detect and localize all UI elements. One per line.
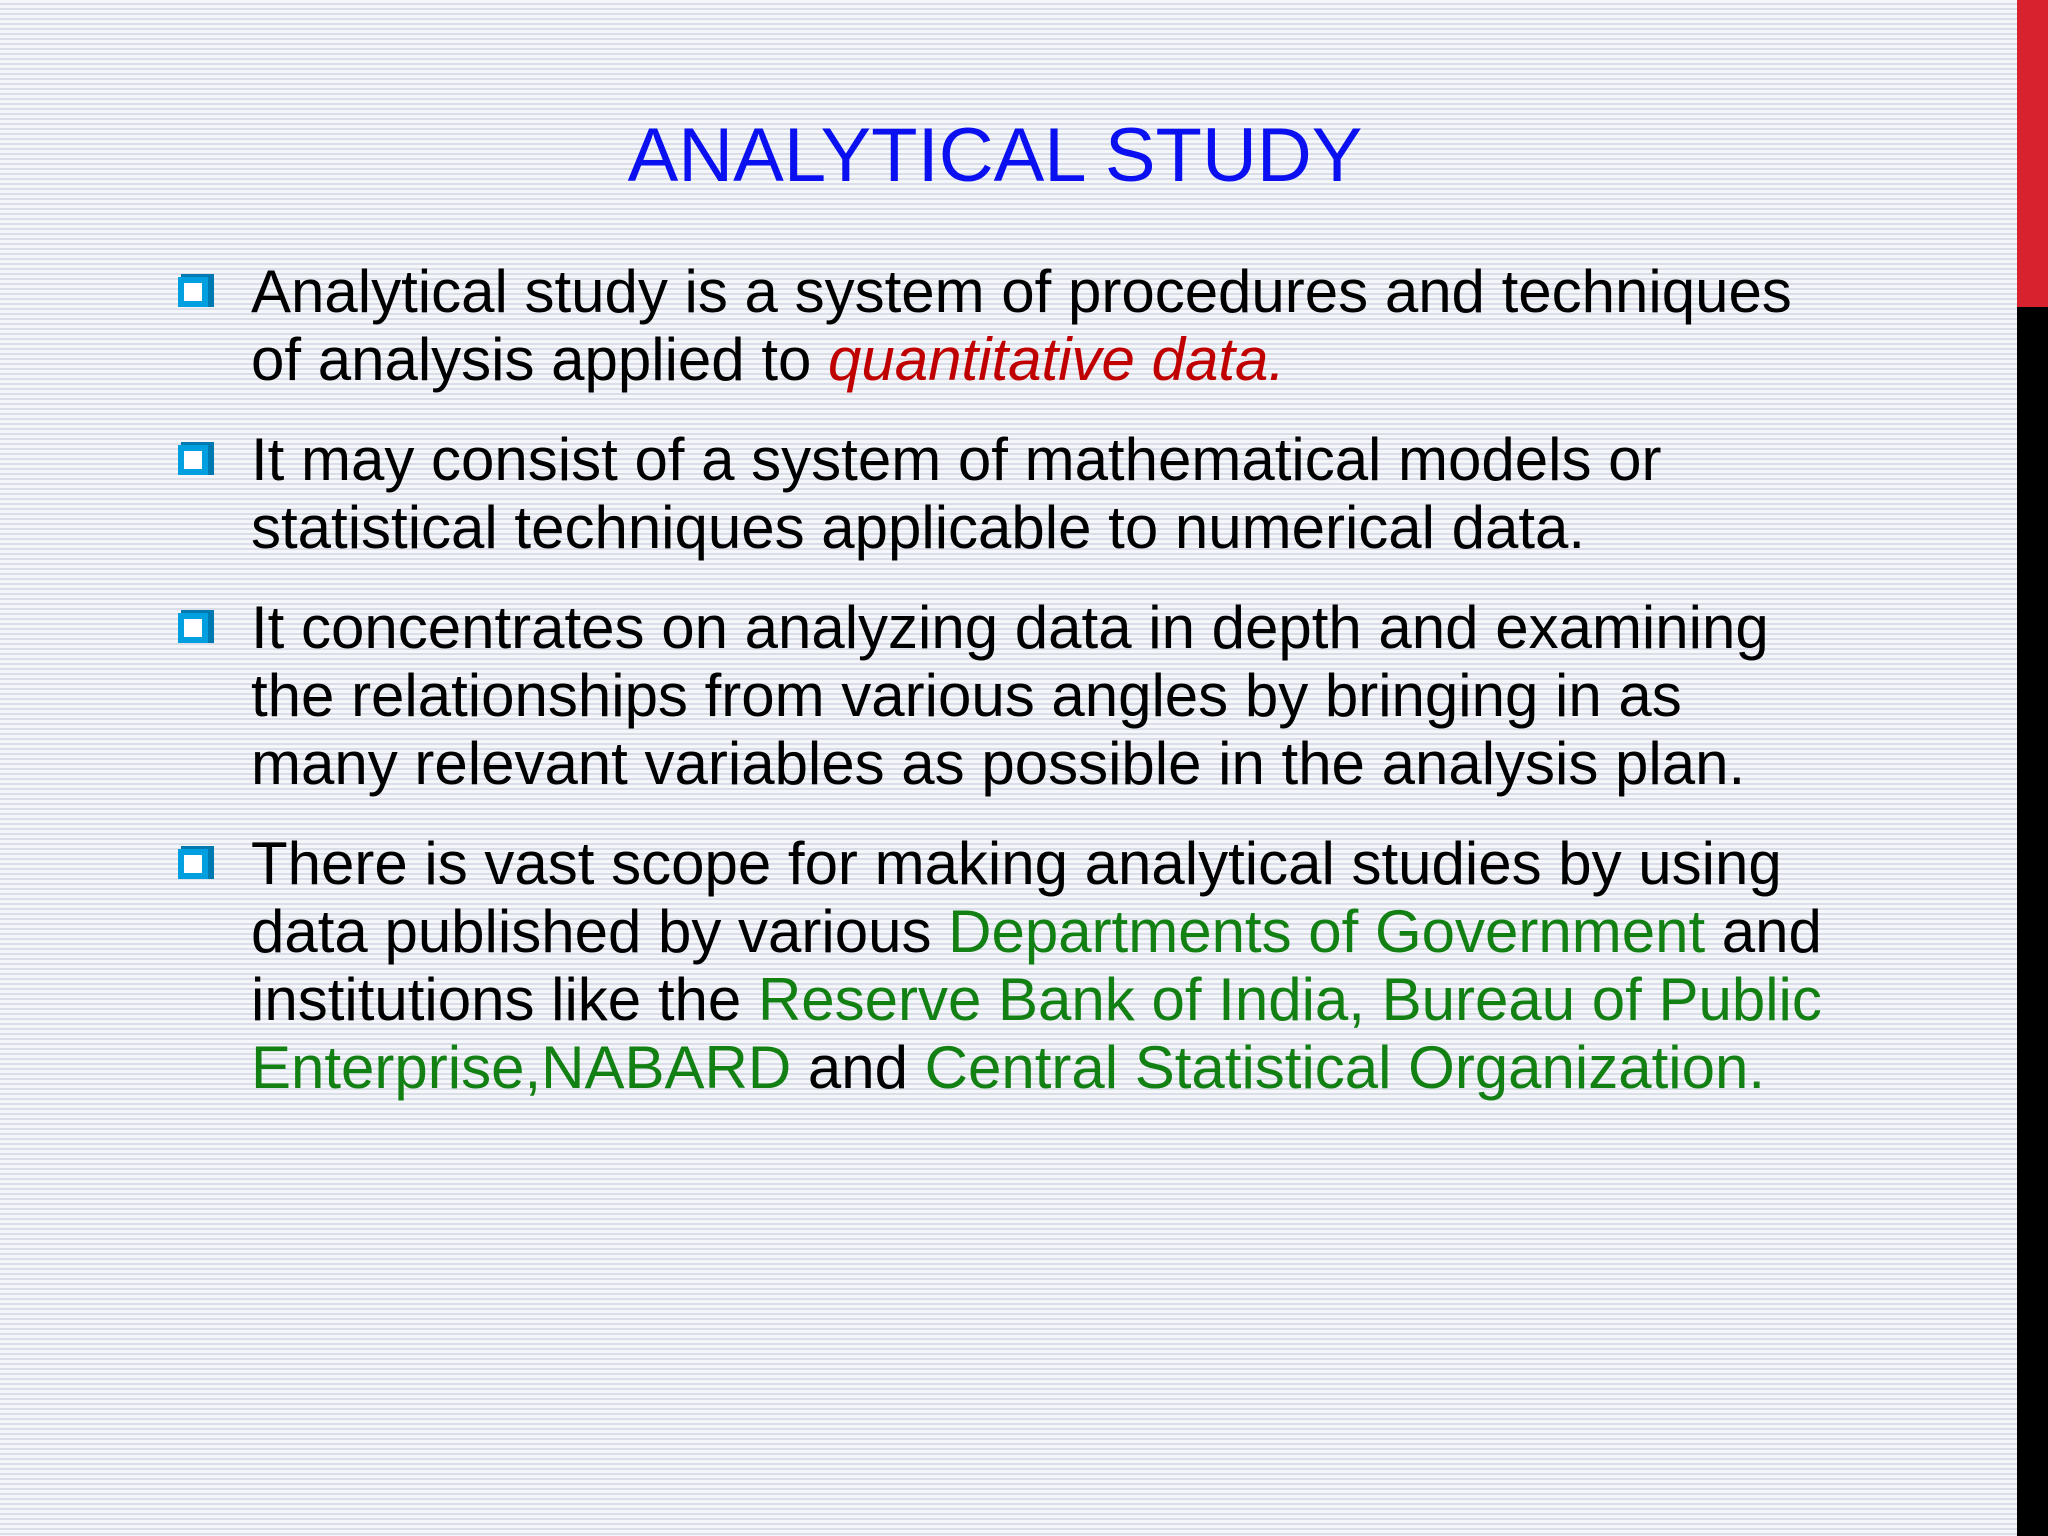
side-bar-black-segment: [2017, 307, 2048, 1536]
checkbox-icon: [178, 442, 214, 478]
bullet-text: and institutions like the: [251, 898, 1822, 1033]
checkbox-icon: [178, 846, 214, 882]
side-bar-red-segment: [2017, 0, 2048, 307]
bullet-text-highlight: Reserve Bank of India, Bureau of Public Enterprise,NABARD: [251, 966, 1822, 1101]
checkbox-icon: [178, 274, 214, 310]
bullet-item: [176, 426, 1836, 562]
bullet-item: [176, 258, 1836, 394]
bullet-text: There is vast scope for making analytical studies by using data published by various: [251, 830, 1782, 965]
bullet-list: [176, 258, 1836, 1134]
bullet-item: [176, 594, 1836, 798]
bullet-text: and: [791, 1034, 925, 1101]
bullet-text-highlight: Central Statistical Organization.: [924, 1034, 1766, 1101]
bullet-text: It concentrates on analyzing data in depth and examining the relationships from various angles by bringing in as many relevant variables as possible in the analysis plan.: [251, 594, 1769, 797]
decorative-side-bar: [2017, 0, 2048, 1536]
slide-title: ANALYTICAL STUDY: [627, 113, 1363, 198]
bullet-text-emphasis: quantitative data.: [828, 326, 1286, 393]
bullet-text: It may consist of a system of mathematical models or statistical techniques applicable to numerical data.: [251, 426, 1662, 561]
bullet-text-highlight: Departments of Government: [948, 898, 1706, 965]
checkbox-icon: [178, 610, 214, 646]
bullet-item: [176, 830, 1836, 1102]
bullet-text: Analytical study is a system of procedures and techniques of analysis applied to: [251, 258, 1792, 393]
